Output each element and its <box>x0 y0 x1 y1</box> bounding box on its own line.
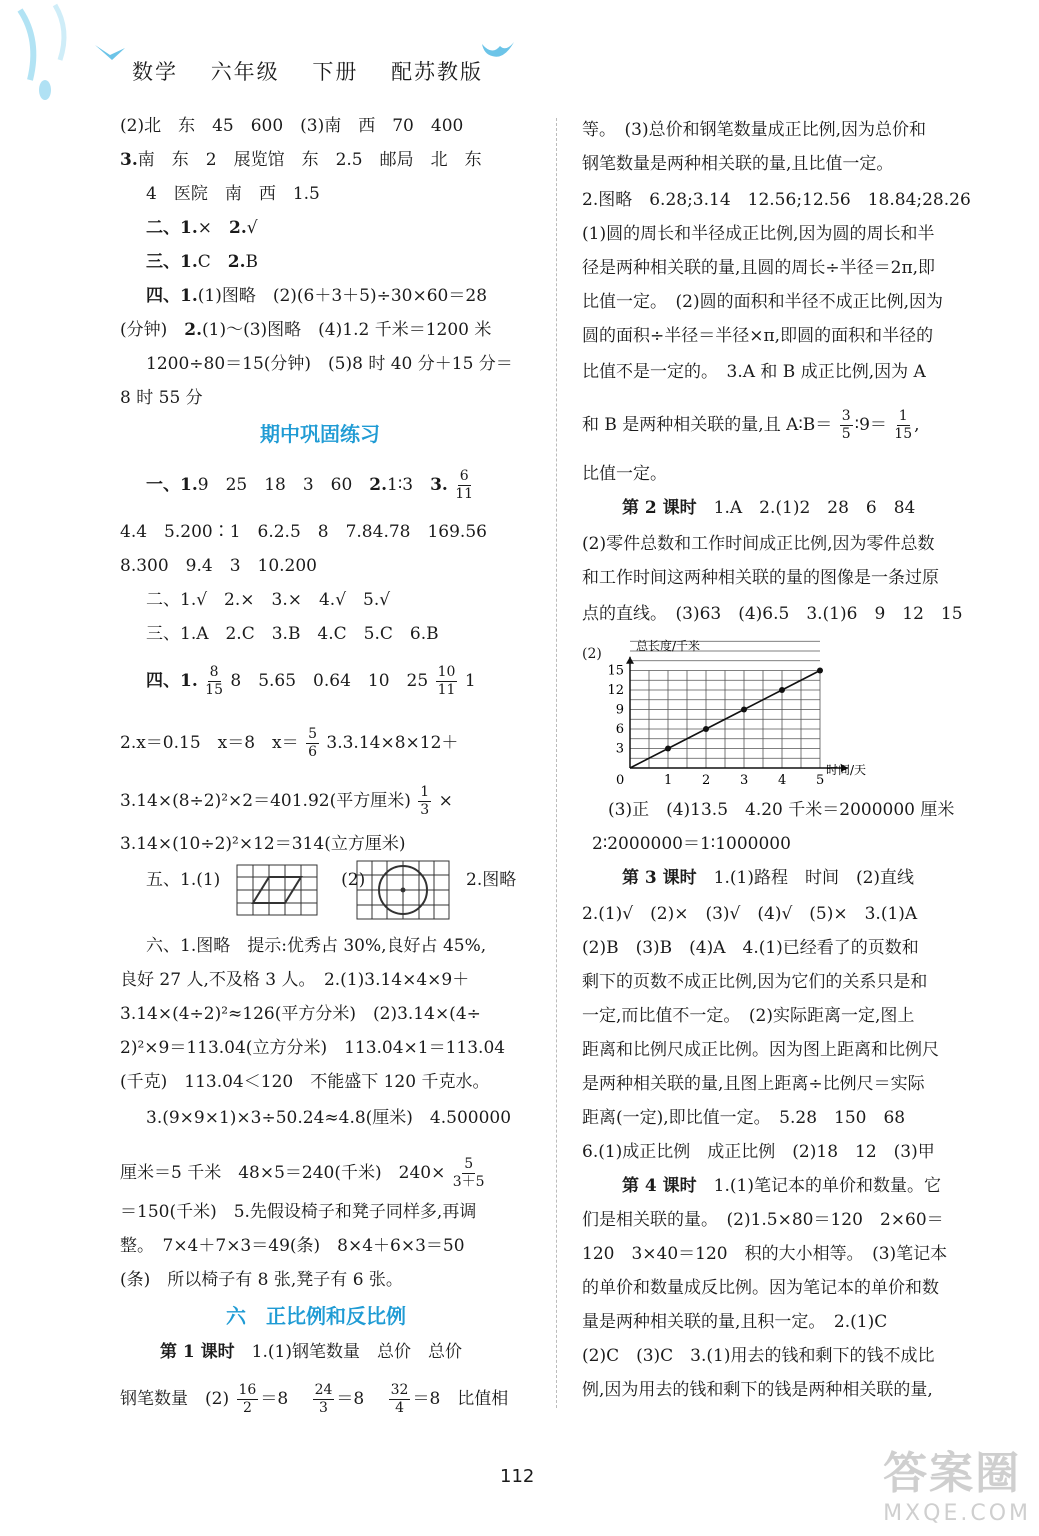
y-tick-label: 9 <box>615 702 624 718</box>
graph-label: (2) <box>582 646 602 662</box>
fraction: $\frac{5}{6}$ <box>308 726 317 760</box>
answer-line: 8 时 55 分 <box>120 388 203 408</box>
page-number: 112 <box>500 1466 535 1487</box>
answer-line: 3.南 东 2 展览馆 东 2.5 邮局 北 东 <box>120 150 482 170</box>
answer-line: 三、1.C 2.B <box>146 252 259 272</box>
line-chart <box>590 638 890 796</box>
header-volume: 下册 <box>312 60 359 84</box>
answer-line: 3.(9×9×1)×3÷50.24≈4.8(厘米) 4.500000 <box>146 1108 512 1128</box>
parallelogram-grid-figure <box>236 864 320 918</box>
answer-line: (分钟) 2.(1)～(3)图略 (4)1.2 千米＝1200 米 <box>120 320 492 340</box>
fraction: $\frac{32}{4}$ <box>390 1382 409 1416</box>
answer-line: ＝150(千米) 5.先假设椅子和凳子同样多,再调 <box>120 1202 477 1222</box>
answer-line: 2)²×9＝113.04(立方分米) 113.04×1＝113.04 <box>120 1038 506 1058</box>
answer-line: 第 3 课时 1.(1)路程 时间 (2)直线 <box>622 868 915 888</box>
answer-line: 2∶2000000＝1∶1000000 <box>592 834 791 854</box>
data-point <box>779 687 785 693</box>
data-point <box>665 746 671 752</box>
x-tick-label: 5 <box>816 773 825 788</box>
fraction: $\frac{10}{11}$ <box>437 664 456 698</box>
answer-line: (3)正 (4)13.5 4.20 千米＝2000000 厘米 <box>608 800 955 820</box>
answer-line: 距离和比例尺成正比例。因为图上距离和比例尺 <box>582 1040 939 1060</box>
watermark-logo: 答案圈 <box>883 1448 1022 1499</box>
x-tick-label: 4 <box>778 773 787 788</box>
answer-line: 1200÷80＝15(分钟) (5)8 时 40 分＋15 分＝ <box>146 354 513 374</box>
x-axis-label: 时间/天 <box>826 763 867 777</box>
answer-line: 们是相关联的量。 (2)1.5×80＝120 2×60＝ <box>582 1210 944 1230</box>
y-tick-label: 3 <box>615 741 624 757</box>
answer-line: 6.(1)成正比例 成正比例 (2)18 12 (3)甲 <box>582 1142 935 1162</box>
fraction: $\frac{24}{3}$ <box>314 1382 333 1416</box>
answer-line: 良好 27 人,不及格 3 人。 2.(1)3.14×4×9＋ <box>120 970 470 990</box>
circle-grid-figure <box>356 860 452 922</box>
column-divider <box>556 118 557 1408</box>
answer-line: 的单价和数量成反比例。因为笔记本的单价和数 <box>582 1278 939 1298</box>
y-tick-label: 15 <box>607 663 624 679</box>
answer-line: 4.4 5.200∶1 6.2.5 8 7.84.78 169.56 <box>120 522 487 542</box>
answer-line: 厘米＝5 千米 48×5＝240(千米) 240× $\frac{5}{3+5}$ <box>120 1156 485 1190</box>
answer-line: 二、1.√ 2.× 3.× 4.√ 5.√ <box>146 590 391 610</box>
answer-line: 比值不是一定的。 3.A 和 B 成正比例,因为 A <box>582 362 926 382</box>
fraction: $\frac{1}{15}$ <box>894 408 913 442</box>
answer-line: (2)B (3)B (4)A 4.(1)已经看了的页数和 <box>582 938 919 958</box>
answer-line: 六、1.图略 提示:优秀占 30%,良好占 45%, <box>146 936 487 956</box>
data-point <box>817 668 823 674</box>
data-point <box>703 726 709 732</box>
answer-line: (条) 所以椅子有 8 张,凳子有 6 张。 <box>120 1270 403 1290</box>
section-title: 期中巩固练习 <box>260 422 380 446</box>
data-point <box>741 707 747 713</box>
answer-line: 3.14×(4÷2)²≈126(平方分米) (2)3.14×(4÷ <box>120 1004 481 1024</box>
y-tick-label: 12 <box>607 683 624 698</box>
answer-line: 比值一定。 (2)圆的面积和半径不成正比例,因为 <box>582 292 943 312</box>
answer-line: 第 4 课时 1.(1)笔记本的单价和数量。它 <box>622 1176 941 1196</box>
answer-line: 8.300 9.4 3 10.200 <box>120 556 318 576</box>
y-axis-arrow <box>626 657 634 664</box>
answer-line: 点的直线。 (3)63 (4)6.5 3.(1)6 9 12 15 <box>582 604 963 624</box>
fraction: $\frac{3}{5}$ <box>841 408 851 442</box>
answer-line: 剩下的页数不成正比例,因为它们的关系只是和 <box>582 972 928 992</box>
header-grade: 六年级 <box>210 60 280 84</box>
answer-line: 三、1.A 2.C 3.B 4.C 5.C 6.B <box>146 624 439 644</box>
answer-line: 一定,而比值不一定。 (2)实际距离一定,图上 <box>582 1006 915 1026</box>
answer-line: 2.图略 6.28;3.14 12.56;12.56 18.84;28.26 <box>582 190 971 210</box>
answer-line: 3.14×(8÷2)²×2＝401.92(平方厘米) $\frac{1}{3}$ × <box>120 784 453 818</box>
section-title: 六 正比例和反比例 <box>226 1304 406 1328</box>
answer-line: 四、1. $\frac{8}{15}$ 8 5.65 0.64 10 25 $\frac{10}{11}$ 1 <box>146 664 476 698</box>
fraction: $\frac{1}{3}$ <box>420 784 430 818</box>
answer-line: 整。 7×4＋7×3＝49(条) 8×4＋6×3＝50 <box>120 1236 465 1256</box>
answer-line: (2)零件总数和工作时间成正比例,因为零件总数 <box>582 534 935 554</box>
x-tick-label: 2 <box>702 773 711 788</box>
fraction: $\frac{8}{15}$ <box>205 664 223 698</box>
answer-line: (2)北 东 45 600 (3)南 西 70 400 <box>120 116 464 136</box>
answer-line: 五、1.(1) (2) 2.图略 <box>146 870 517 890</box>
x-tick-label: 3 <box>740 773 749 788</box>
header-decoration <box>0 0 200 110</box>
y-axis-label: 总长度/千米 <box>636 639 701 653</box>
answer-line: 例,因为用去的钱和剩下的钱是两种相关联的量, <box>582 1380 933 1400</box>
answer-line: 圆的面积÷半径＝半径×π,即圆的面积和半径的 <box>582 326 934 346</box>
header-edition: 配苏教版 <box>391 60 484 84</box>
watermark <box>883 1437 1031 1526</box>
answer-line: 四、1.(1)图略 (2)(6＋3＋5)÷30×60＝28 <box>146 286 488 306</box>
watermark-url: MXQE.COM <box>883 1501 1031 1526</box>
answer-line: 2.x＝0.15 x＝8 x＝ $\frac{5}{6}$ 3.3.14×8×12＋ <box>120 726 459 760</box>
fraction: $\frac{5}{3+5}$ <box>452 1156 485 1190</box>
header-subject: 数学 <box>132 60 178 84</box>
x-tick-label: 1 <box>664 773 673 788</box>
fraction: $\frac{6}{11}$ <box>455 468 474 502</box>
answer-line: 钢笔数量是两种相关联的量,且比值一定。 <box>582 154 894 174</box>
answer-line: 是两种相关联的量,且图上距离÷比例尺＝实际 <box>582 1074 925 1094</box>
answer-line: 第 2 课时 1.A 2.(1)2 28 6 84 <box>622 498 916 518</box>
answer-line: (千克) 113.04＜120 不能盛下 120 千克水。 <box>120 1072 490 1092</box>
fraction: $\frac{16}{2}$ <box>238 1382 257 1416</box>
answer-line: 4 医院 南 西 1.5 <box>146 184 320 204</box>
answer-line: 比值一定。 <box>582 464 667 484</box>
answer-line: 第 1 课时 1.(1)钢笔数量 总价 总价 <box>160 1342 462 1362</box>
answer-line: 二、1.× 2.√ <box>146 218 258 238</box>
answer-line: 和 B 是两种相关联的量,且 A∶B＝ $\frac{3}{5}$ ∶9＝ $\frac{1}{15}$ , <box>582 408 920 442</box>
answer-line: 量是两种相关联的量,且积一定。 2.(1)C <box>582 1312 888 1332</box>
answer-line: 钢笔数量 (2) $\frac{16}{2}$ ＝8 $\frac{24}{3}$ ＝8 $\frac{32}{4}$ ＝8 比值相 <box>120 1382 509 1416</box>
answer-line: 2.(1)√ (2)× (3)√ (4)√ (5)× 3.(1)A <box>582 904 918 924</box>
y-tick-label: 6 <box>615 722 624 737</box>
answer-line: 等。 (3)总价和钢笔数量成正比例,因为总价和 <box>582 120 926 140</box>
answer-line: (2)C (3)C 3.(1)用去的钱和剩下的钱不成比 <box>582 1346 935 1366</box>
page-header <box>132 56 507 86</box>
answer-line: 3.14×(10÷2)²×12＝314(立方厘米) <box>120 834 406 854</box>
answer-line: 一、1.9 25 18 3 60 2.1∶3 3. $\frac{6}{11}$ <box>146 468 474 502</box>
answer-line: 120 3×40＝120 积的大小相等。 (3)笔记本 <box>582 1244 948 1264</box>
answer-line: (1)圆的周长和半径成正比例,因为圆的周长和半 <box>582 224 935 244</box>
answer-line: 和工作时间这两种相关联的量的图像是一条过原 <box>582 568 939 588</box>
x-tick-label: 0 <box>616 773 625 788</box>
answer-line: 距离(一定),即比值一定。 5.28 150 68 <box>582 1108 906 1128</box>
answer-line: 径是两种相关联的量,且圆的周长÷半径＝2π,即 <box>582 258 936 278</box>
